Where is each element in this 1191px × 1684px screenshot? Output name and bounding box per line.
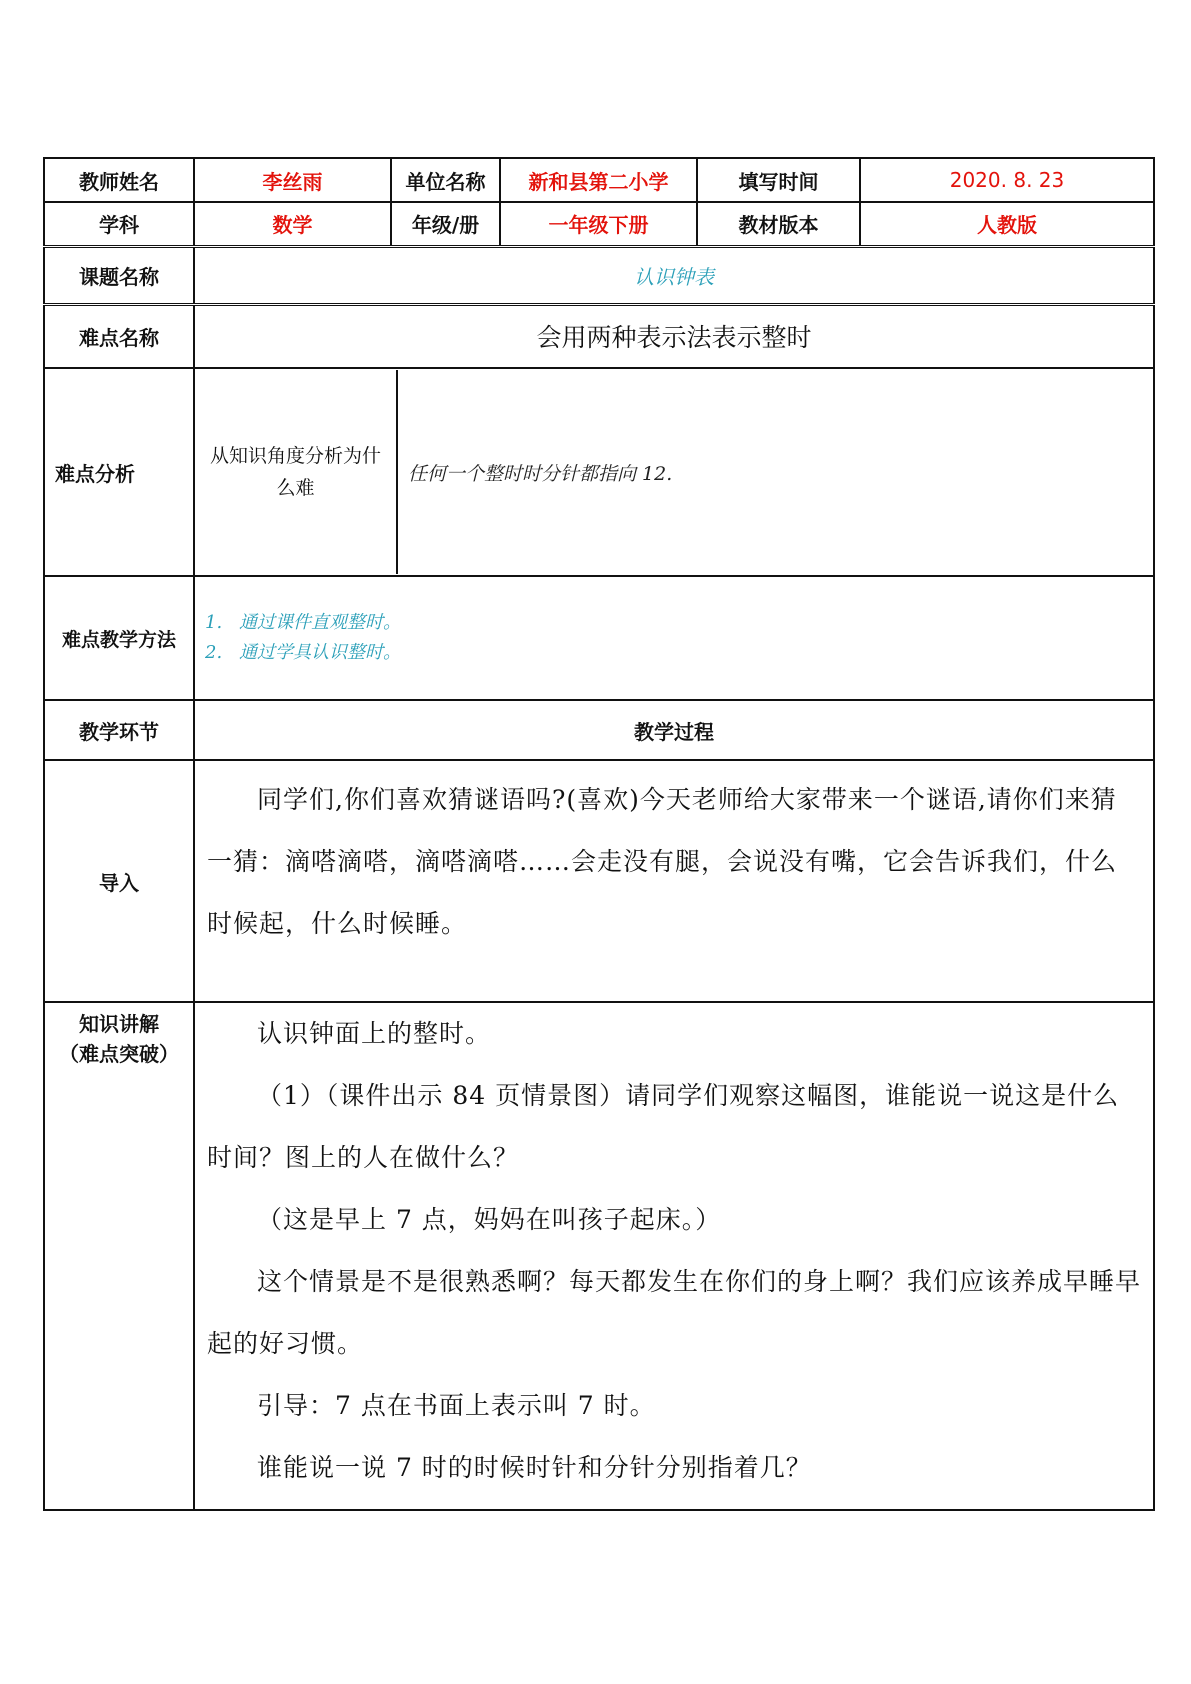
subject-value: 数学 (194, 202, 391, 246)
grade-label: 年级/册 (391, 202, 500, 246)
method-label: 难点教学方法 (44, 576, 194, 700)
grade-value: 一年级下册 (500, 202, 697, 246)
stage-label: 教学环节 (44, 700, 194, 760)
method-item (205, 638, 1143, 668)
difficulty-row (44, 304, 1154, 368)
process-label: 教学过程 (194, 700, 1154, 760)
analysis-sub-label: 从知识角度分析为什么难 (195, 370, 397, 574)
analysis-row (44, 368, 1154, 576)
method-item-number: 2. (205, 642, 223, 663)
date-label: 填写时间 (697, 158, 860, 202)
lesson-plan-sheet (43, 157, 1153, 1511)
intro-row (44, 760, 1154, 1002)
intro-text-cell (194, 760, 1154, 1002)
analysis-value: 任何一个整时时分针都指向 12. (408, 462, 673, 485)
method-list (194, 576, 1154, 700)
knowledge-label-line1: 知识讲解 (79, 1012, 159, 1036)
header-row-1 (44, 158, 1154, 202)
teacher-label: 教师姓名 (44, 158, 194, 202)
topic-value: 认识钟表 (194, 246, 1154, 304)
header-row-2 (44, 202, 1154, 246)
process-header-row (44, 700, 1154, 760)
analysis-label: 难点分析 (44, 368, 194, 576)
knowledge-paragraph: 这个情景是不是很熟悉啊？每天都发生在你们的身上啊？我们应该养成早睡早起的好习惯。 (207, 1267, 1142, 1358)
date-value: 2020. 8. 23 (860, 158, 1154, 202)
intro-paragraph: 同学们,你们喜欢猜谜语吗?(喜欢)今天老师给大家带来一个谜语,请你们来猜一猜：滴嗒滴嗒，滴嗒滴嗒……会走没有腿，会说没有嘴，它会告诉我们，什么时候起，什么时候睡。 (207, 785, 1118, 938)
method-item-text: 通过学具认识整时。 (239, 642, 401, 663)
topic-label: 课题名称 (44, 246, 194, 304)
edition-value: 人教版 (860, 202, 1154, 246)
knowledge-paragraph: （这是早上 7 点，妈妈在叫孩子起床。） (257, 1205, 722, 1234)
knowledge-text-cell (194, 1002, 1154, 1510)
knowledge-paragraph: （1）（课件出示 84 页情景图）请同学们观察这幅图，谁能说一说这是什么时间？图上的人在做什么？ (207, 1081, 1120, 1172)
intro-label: 导入 (44, 760, 194, 1002)
knowledge-paragraph: 谁能说一说 7 时的时候时针和分针分别指着几？ (257, 1453, 812, 1482)
unit-value: 新和县第二小学 (500, 158, 697, 202)
teacher-value: 李丝雨 (194, 158, 391, 202)
analysis-cell (194, 368, 1154, 576)
topic-row (44, 246, 1154, 304)
method-row (44, 576, 1154, 700)
analysis-inner-table (195, 370, 1153, 574)
knowledge-label-line2: （难点突破） (59, 1042, 179, 1066)
edition-label: 教材版本 (697, 202, 860, 246)
difficulty-value: 会用两种表示法表示整时 (194, 304, 1154, 368)
subject-label: 学科 (44, 202, 194, 246)
knowledge-paragraph: 引导：7 点在书面上表示叫 7 时。 (257, 1391, 656, 1420)
knowledge-label (44, 1002, 194, 1510)
method-item-number: 1. (205, 612, 223, 633)
method-item (205, 608, 1143, 638)
lesson-plan-table (43, 157, 1155, 1511)
knowledge-paragraph: 认识钟面上的整时。 (257, 1019, 492, 1048)
difficulty-label: 难点名称 (44, 304, 194, 368)
method-item-text: 通过课件直观整时。 (239, 612, 401, 633)
unit-label: 单位名称 (391, 158, 500, 202)
knowledge-row (44, 1002, 1154, 1510)
